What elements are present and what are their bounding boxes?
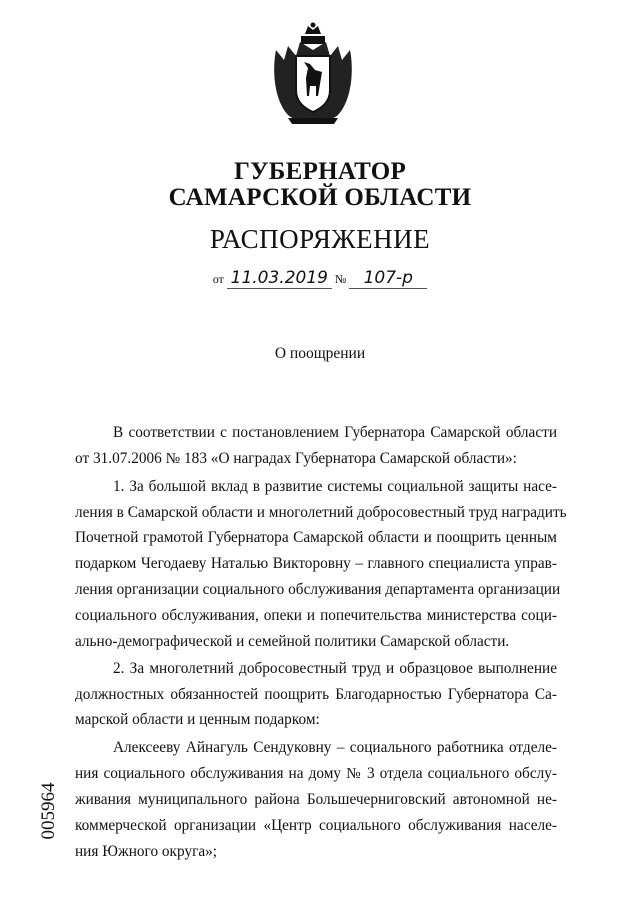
body-line: должностных обязанностей поощрить Благодарностью Губернатора Са- <box>75 686 557 703</box>
body-line: социального обслуживания, опеки и попечительства министерства соци- <box>75 607 557 624</box>
document-number: 107-р <box>349 268 427 289</box>
body-line: ления в Самарской области и многолетний добросовестный труд наградить <box>75 504 567 521</box>
document-subject: О поощрении <box>274 345 366 362</box>
body-line: ления организации социального обслуживания департамента организации <box>75 581 561 598</box>
issuer-title-line1: ГУБЕРНАТОР <box>233 158 407 185</box>
issuer-title-line2: САМАРСКОЙ ОБЛАСТИ <box>168 184 472 211</box>
date-number-line <box>0 268 640 289</box>
body-line: подарком Чегодаеву Наталью Викторовну – главного специалиста управ- <box>75 555 557 572</box>
date-prefix: от <box>212 272 224 286</box>
body-line: 1. За большой вклад в развитие системы социальной защиты насе- <box>113 478 557 495</box>
body-line: Почетной грамотой Губернатора Самарской области и поощрить ценным <box>75 529 557 546</box>
body-line: живания муниципального района Большечерниговский автономной не- <box>75 791 557 808</box>
body-line: от 31.07.2006 № 183 «О наградах Губернатора Самарской области»: <box>75 450 517 467</box>
serial-number: 005964 <box>38 782 59 840</box>
number-prefix: № <box>334 272 347 286</box>
body-line: 2. За многолетний добросовестный труд и образцовое выполнение <box>113 660 557 677</box>
body-line: ния социального обслуживания на дому № 3 отдела социального обслу- <box>75 765 557 782</box>
document-date: 11.03.2019 <box>227 268 332 289</box>
body-line: Алексееву Айнагуль Сендуковну – социального работника отделе- <box>113 739 557 756</box>
document-type: РАСПОРЯЖЕНИЕ <box>209 224 431 254</box>
body-line: В соответствии с постановлением Губернатора Самарской области <box>113 424 557 441</box>
body-line: ния Южного округа»; <box>75 843 218 860</box>
body-line: коммерческой организации «Центр социального обслуживания населе- <box>75 817 557 834</box>
body-line: марской области и ценным подарком: <box>75 711 320 728</box>
coat-of-arms-emblem <box>268 20 358 128</box>
body-line: ально-демографической и семейной политики Самарской области. <box>75 633 510 650</box>
